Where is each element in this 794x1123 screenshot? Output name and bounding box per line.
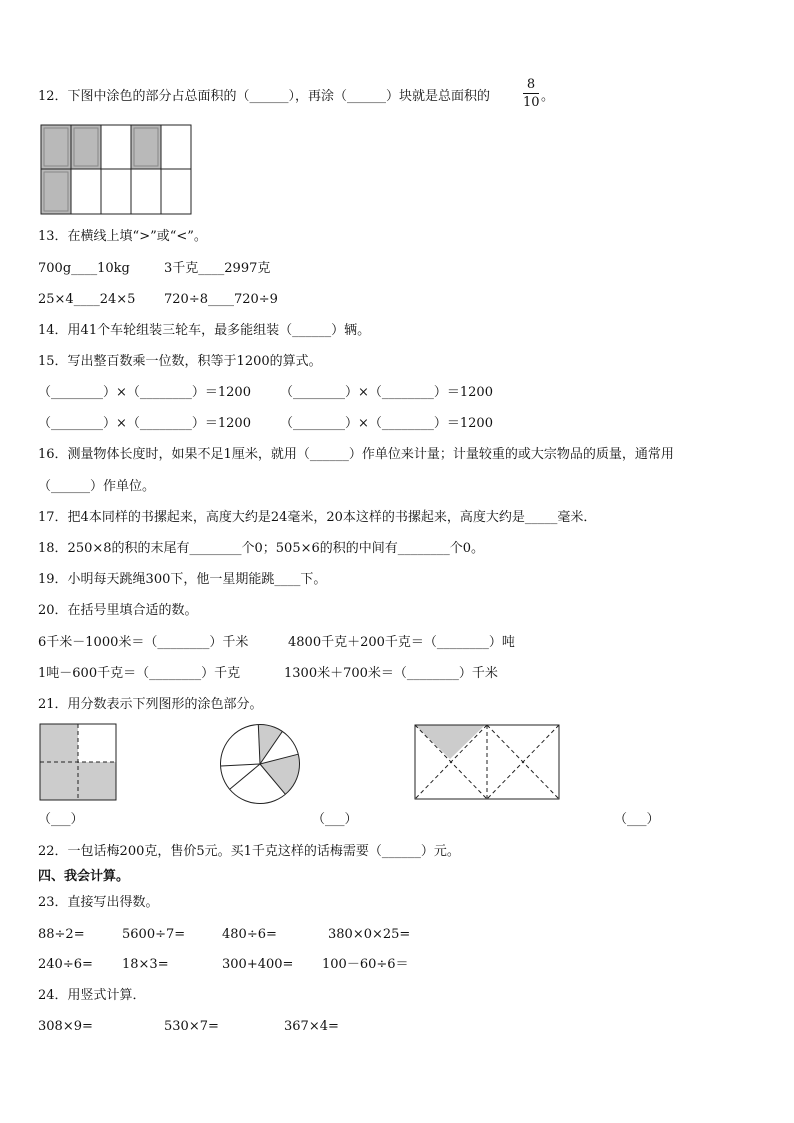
q21-answer-blank-1: （___） xyxy=(38,812,84,827)
q21-answer-blank-2: （___） xyxy=(312,812,358,827)
q15-expr-1: （________）×（________）＝1200 xyxy=(38,385,251,400)
q23-item: 100－60÷6＝ xyxy=(322,957,409,972)
q12-fraction-numerator: 8 xyxy=(526,77,536,92)
q23-item: 5600÷7= xyxy=(122,927,186,942)
q16-line1: 16．测量物体长度时，如果不足1厘米，就用（______）作单位来计量；计量较重的或大宗物品的质量，通常用 xyxy=(38,447,674,462)
q17-text: 17．把4本同样的书摞起来，高度大约是24毫米，20本这样的书摞起来，高度大约是_____毫米． xyxy=(38,510,597,525)
section-4-heading: 四、我会计算。 xyxy=(38,869,130,884)
q13-row1-left: 700g____10kg xyxy=(38,261,130,276)
q13-title: 13．在横线上填“>”或“<”。 xyxy=(38,229,207,244)
grid-cell-shaded xyxy=(41,125,71,169)
q24-item: 367×4= xyxy=(284,1019,339,1034)
q23-item: 480÷6= xyxy=(222,927,277,942)
q21-square-figure xyxy=(38,722,118,802)
q21-circle-figure xyxy=(218,722,302,806)
q13-row2-right: 720÷8____720÷9 xyxy=(164,292,278,307)
q13-row2-left: 25×4____24×5 xyxy=(38,292,136,307)
q21-rectangle-figure xyxy=(412,722,562,802)
q23-item: 380×0×25= xyxy=(328,927,411,942)
q12-fraction xyxy=(523,77,539,110)
grid-cell-shaded xyxy=(41,169,71,214)
q23-item: 240÷6= xyxy=(38,957,93,972)
q21-title: 21．用分数表示下列图形的涂色部分。 xyxy=(38,697,263,712)
q22-text: 22．一包话梅200克，售价5元。买1千克这样的话梅需要（______）元。 xyxy=(38,844,460,859)
q20-row2-right: 1300米＋700米＝（________）千米 xyxy=(284,666,498,681)
q14-text: 14．用41个车轮组装三轮车，最多能组装（______）辆。 xyxy=(38,323,371,338)
q12-fraction-denominator: 10 xyxy=(523,95,540,110)
q15-expr-4: （________）×（________）＝1200 xyxy=(280,416,493,431)
q12-text: 12．下图中涂色的部分占总面积的（______），再涂（______）块就是总面积的 xyxy=(38,89,491,104)
q16-line2: （______）作单位。 xyxy=(38,479,156,494)
q12-end: 。 xyxy=(541,89,555,104)
q24-title: 24．用竖式计算． xyxy=(38,988,146,1003)
q21-answer-blank-3: （___） xyxy=(614,812,660,827)
q23-item: 88÷2= xyxy=(38,927,85,942)
q15-title: 15．写出整百数乘一位数，积等于1200的算式。 xyxy=(38,354,322,369)
q12-grid-figure xyxy=(40,124,194,216)
q20-title: 20．在括号里填合适的数。 xyxy=(38,603,198,618)
q23-title: 23．直接写出得数。 xyxy=(38,895,159,910)
grid-cell-shaded xyxy=(131,125,161,169)
q15-expr-3: （________）×（________）＝1200 xyxy=(38,416,251,431)
grid-cell-shaded xyxy=(71,125,101,169)
q18-text: 18．250×8的积的末尾有________个0；505×6的积的中间有________个0。 xyxy=(38,541,485,556)
q13-row1-right: 3千克____2997克 xyxy=(164,261,271,276)
q24-item: 308×9= xyxy=(38,1019,93,1034)
q24-item: 530×7= xyxy=(164,1019,219,1034)
q19-text: 19．小明每天跳绳300下，他一星期能跳____下。 xyxy=(38,572,327,587)
q20-row1-right: 4800千克＋200千克＝（________）吨 xyxy=(288,635,515,650)
q20-row1-left: 6千米－1000米＝（________）千米 xyxy=(38,635,249,650)
q20-row2-left: 1吨－600千克＝（________）千克 xyxy=(38,666,241,681)
q23-item: 300+400= xyxy=(222,957,294,972)
q23-item: 18×3= xyxy=(122,957,169,972)
q15-expr-2: （________）×（________）＝1200 xyxy=(280,385,493,400)
